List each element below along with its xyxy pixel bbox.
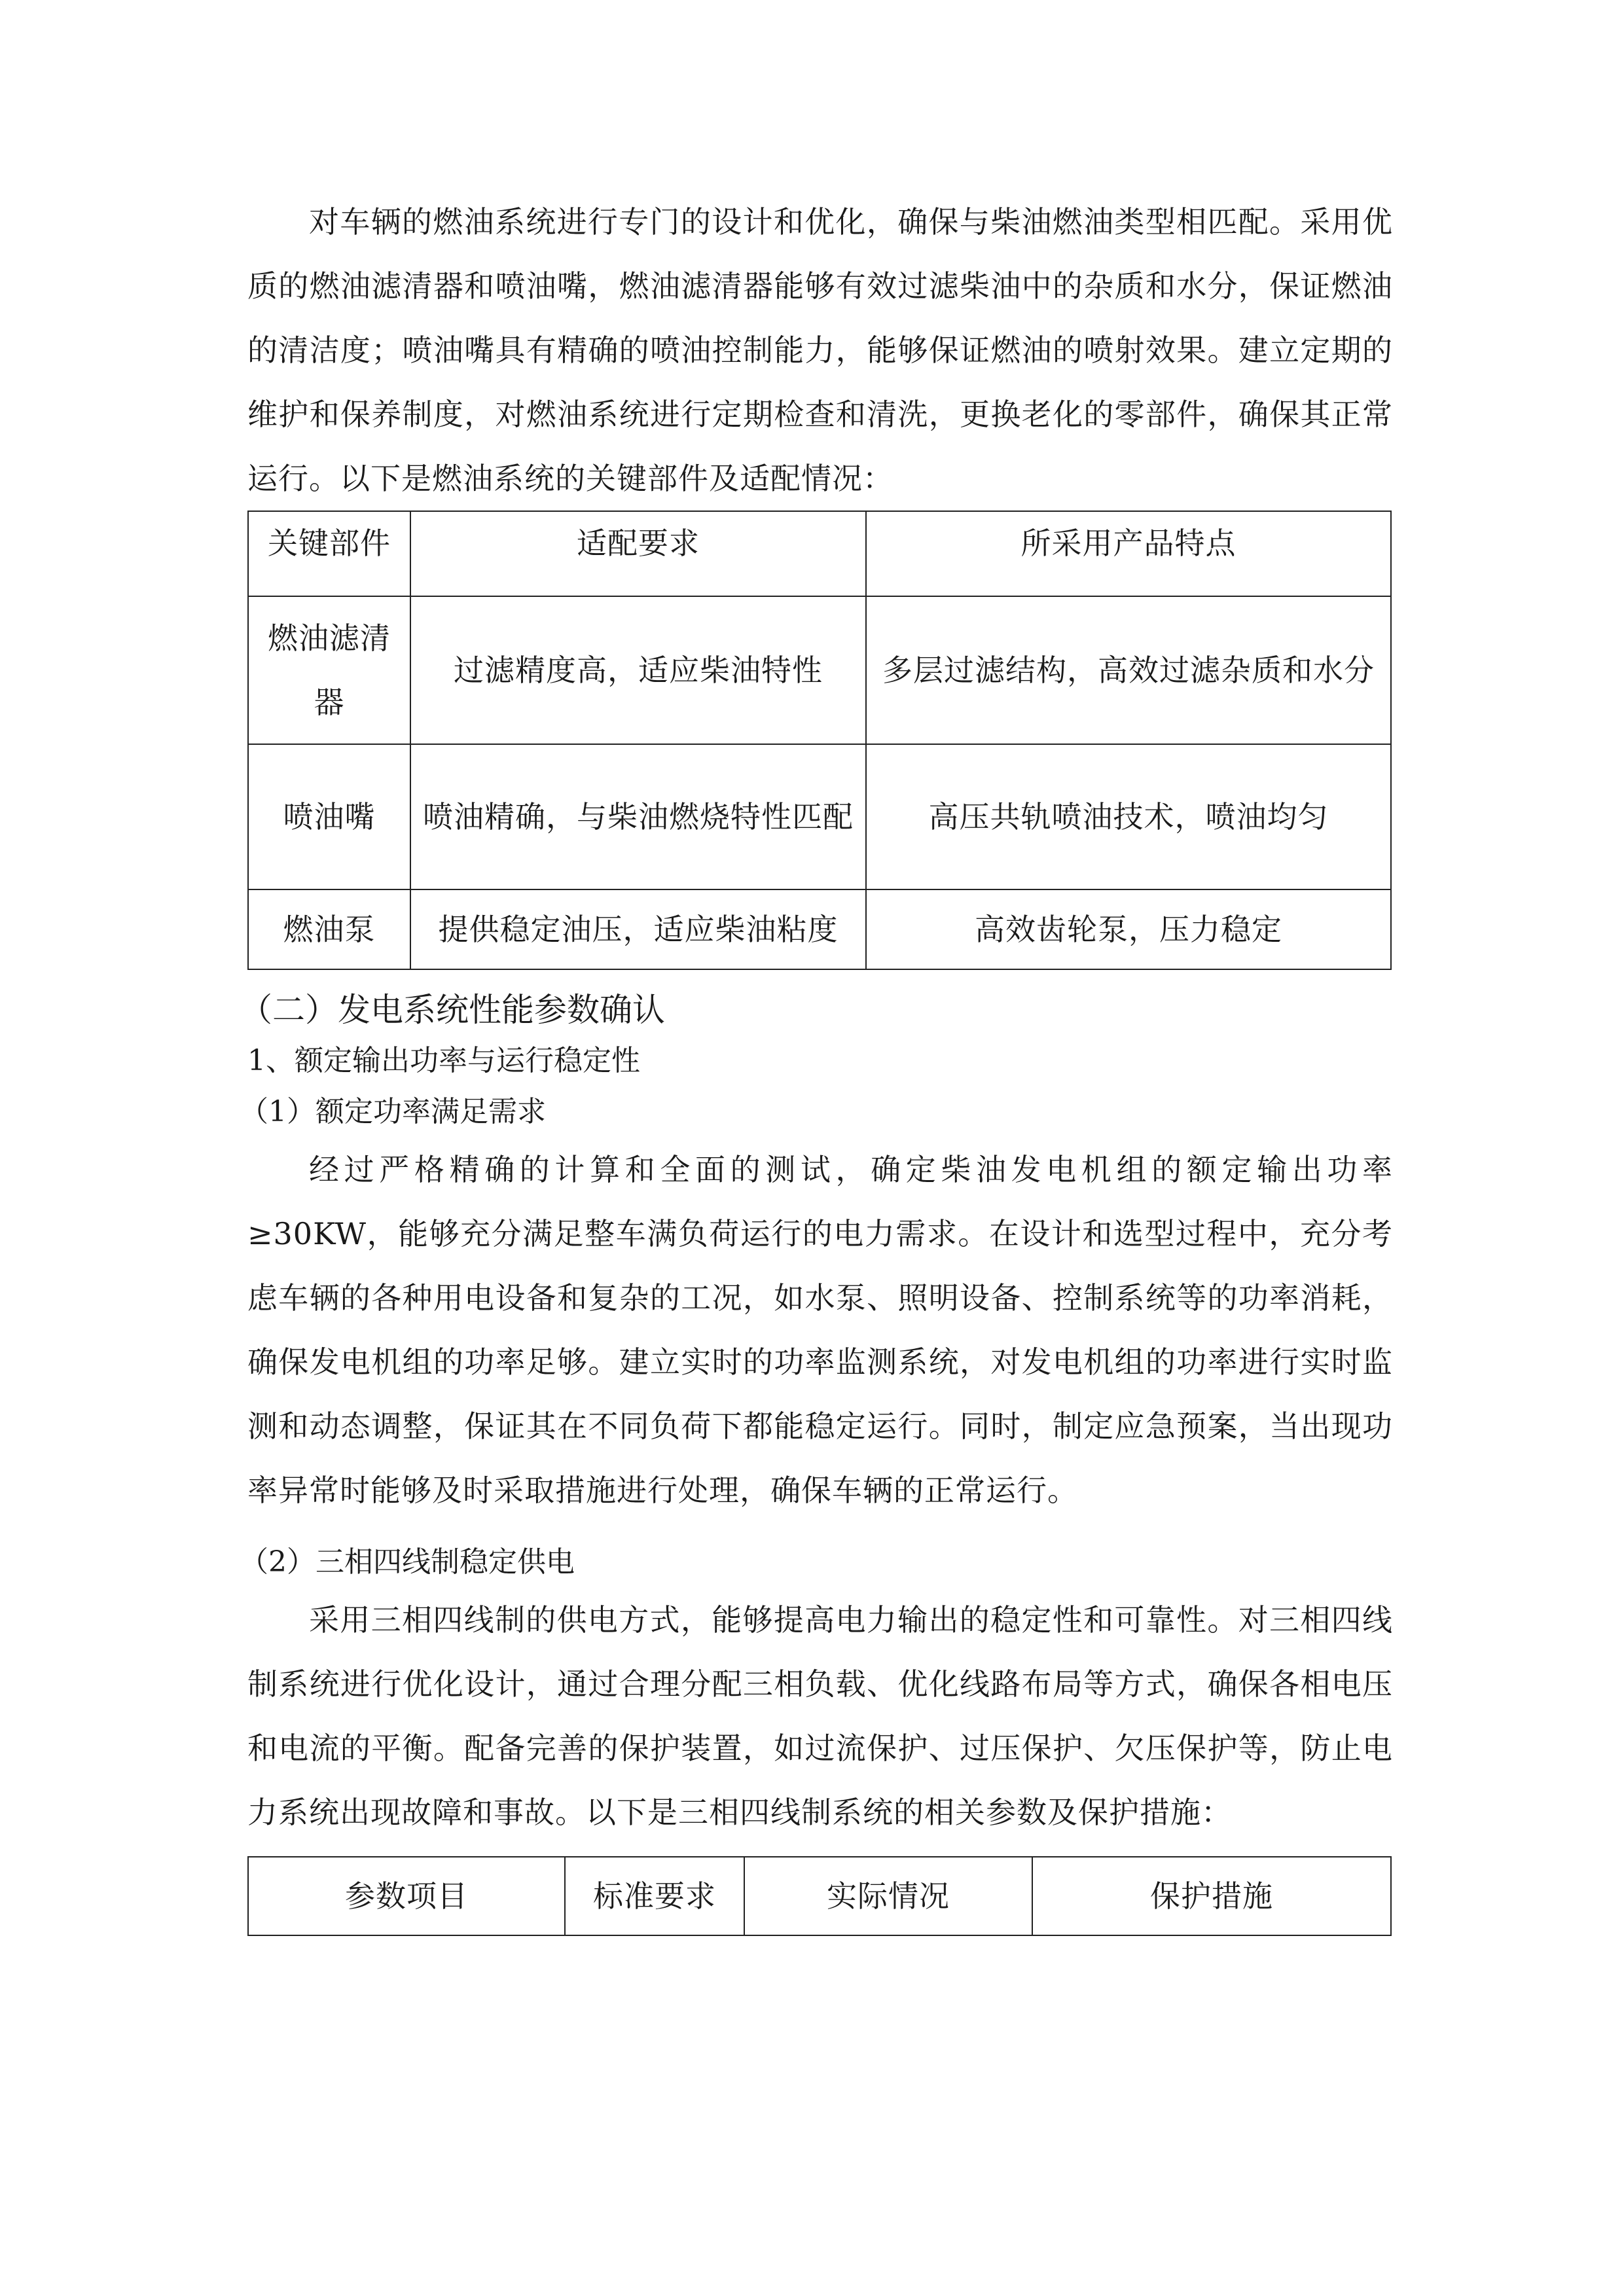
table-cell: 提供稳定油压，适应柴油粘度 <box>410 889 866 969</box>
section-heading: （二）发电系统性能参数确认 <box>240 991 665 1029</box>
table-header-cell: 实际情况 <box>744 1857 1032 1935</box>
page-content <box>240 190 1393 1936</box>
table-row <box>248 889 1391 969</box>
item2-heading: （2）三相四线制稳定供电 <box>240 1545 575 1579</box>
table-cell: 高效齿轮泵，压力稳定 <box>866 889 1391 969</box>
table-header-cell: 保护措施 <box>1032 1857 1391 1935</box>
table-cell: 喷油嘴 <box>248 744 410 889</box>
table-header-cell: 所采用产品特点 <box>866 511 1391 596</box>
subsection-heading: 1、额定输出功率与运行稳定性 <box>247 1044 640 1077</box>
table-row <box>248 744 1391 889</box>
intro-paragraph: 对车辆的燃油系统进行专门的设计和优化，确保与柴油燃油类型相匹配。采用优质的燃油滤清器和喷油嘴，燃油滤清器能够有效过滤柴油中的杂质和水分，保证燃油的清洁度；喷油嘴具有精确的喷油控制能力，能够保证燃油的喷射效果。建立定期的维护和保养制度，对燃油系统进行定期检查和清洗，更换老化的零部件，确保其正常运行。以下是燃油系统的关键部件及适配情况： <box>247 204 1393 496</box>
table-cell: 过滤精度高，适应柴油特性 <box>410 596 866 744</box>
spacer <box>247 1522 1393 1537</box>
table-header-cell: 适配要求 <box>410 511 866 596</box>
table-cell: 喷油精确，与柴油燃烧特性匹配 <box>410 744 866 889</box>
table-header-cell: 标准要求 <box>565 1857 744 1935</box>
fuel-system-table <box>247 511 1392 970</box>
item1-paragraph: 经过严格精确的计算和全面的测试，确定柴油发电机组的额定输出功率≥30KW，能够充分满足整车满负荷运行的电力需求。在设计和选型过程中，充分考虑车辆的各种用电设备和复杂的工况，如水泵、照明设备、控制系统等的功率消耗，确保发电机组的功率足够。建立实时的功率监测系统，对发电机组的功率进行实时监测和动态调整，保证其在不同负荷下都能稳定运行。同时，制定应急预案，当出现功率异常时能够及时采取措施进行处理，确保车辆的正常运行。 <box>247 1152 1393 1508</box>
table-cell: 燃油滤清器 <box>248 596 410 744</box>
table-row <box>248 596 1391 744</box>
item2-paragraph: 采用三相四线制的供电方式，能够提高电力输出的稳定性和可靠性。对三相四线制系统进行优化设计，通过合理分配三相负载、优化线路布局等方式，确保各相电压和电流的平衡。配备完善的保护装置，如过流保护、过压保护、欠压保护等，防止电力系统出现故障和事故。以下是三相四线制系统的相关参数及保护措施： <box>247 1602 1393 1830</box>
table-header-cell: 关键部件 <box>248 511 410 596</box>
table-header-row <box>248 1857 1391 1935</box>
table-cell: 高压共轨喷油技术，喷油均匀 <box>866 744 1391 889</box>
table-cell: 燃油泵 <box>248 889 410 969</box>
table-cell: 多层过滤结构，高效过滤杂质和水分 <box>866 596 1391 744</box>
table-header-row <box>248 511 1391 596</box>
item1-heading: （1）额定功率满足需求 <box>240 1095 546 1128</box>
three-phase-param-table <box>247 1856 1392 1936</box>
table-header-cell: 参数项目 <box>248 1857 565 1935</box>
